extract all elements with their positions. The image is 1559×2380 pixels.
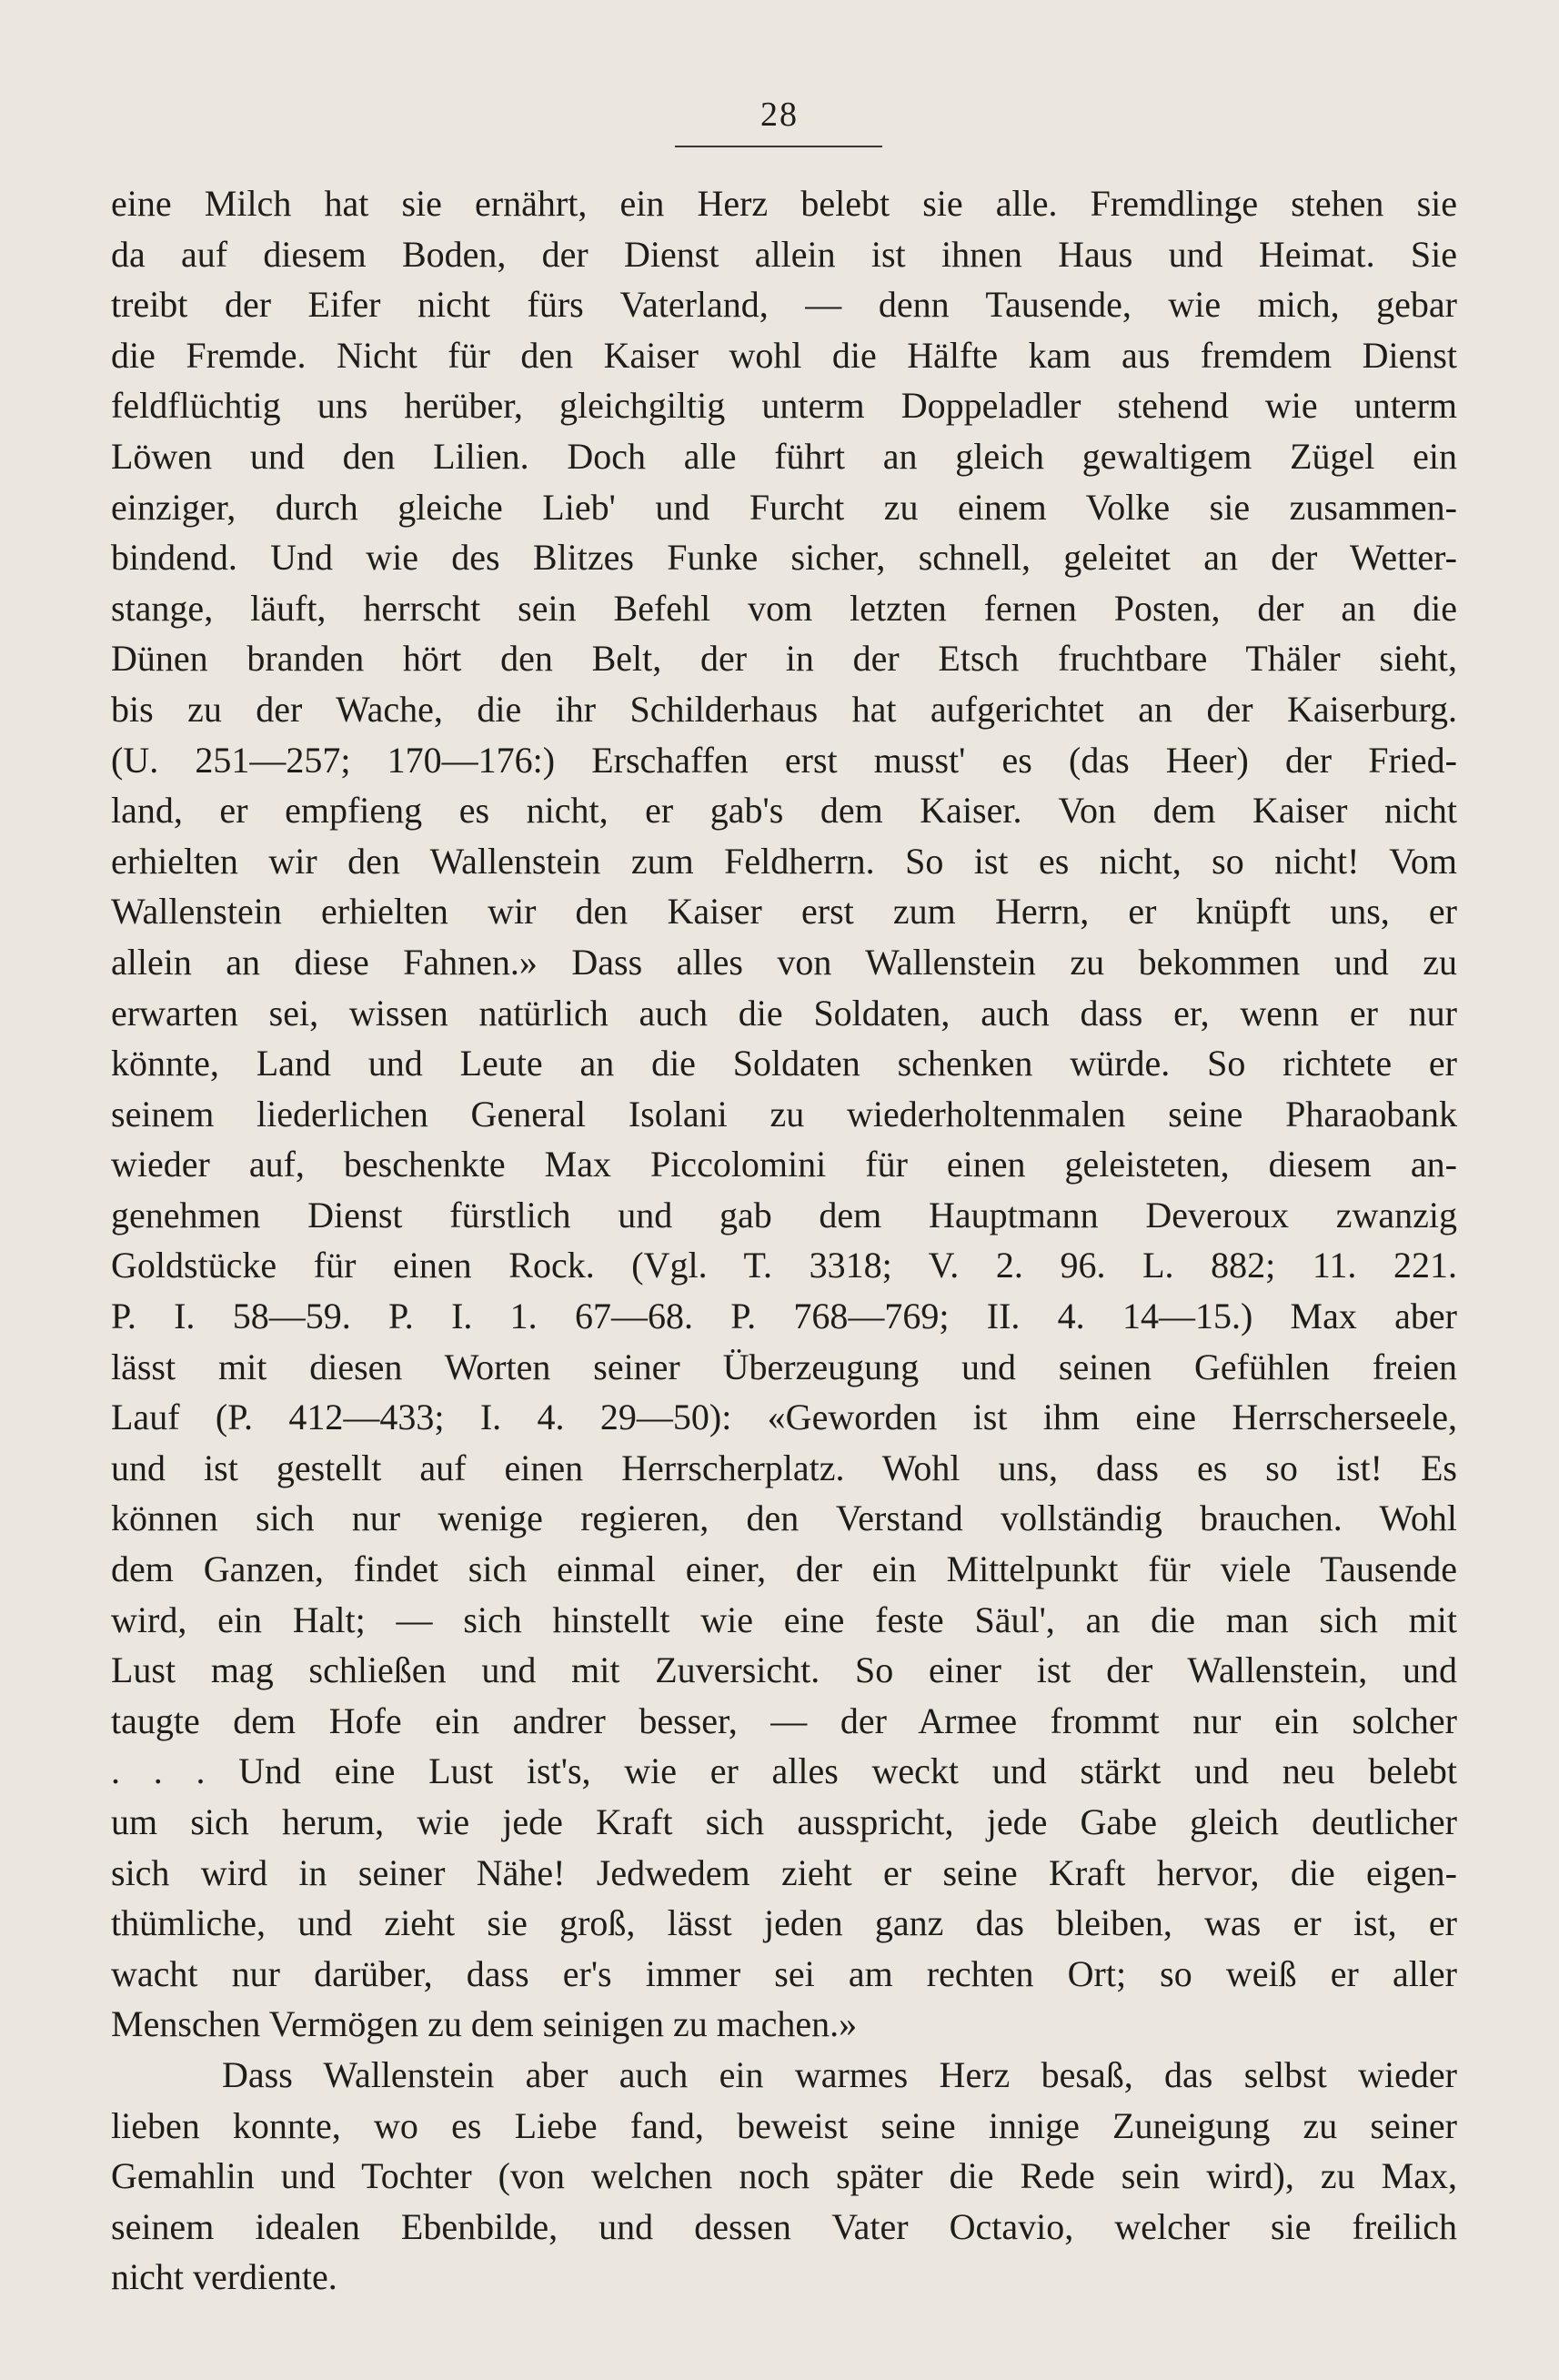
text-line: einziger, durch gleiche Lieb' und Furcht zu einem Volke sie zusammen- xyxy=(111,486,1457,528)
text-line: wieder auf, beschenkte Max Piccolomini für einen geleisteten, diesem an- xyxy=(111,1144,1457,1185)
text-line: . . . Und eine Lust ist's, wie er alles weckt und stärkt und neu belebt xyxy=(111,1750,1457,1792)
text-line: thümliche, und zieht sie groß, lässt jeden ganz das bleiben, was er ist, er xyxy=(111,1902,1457,1944)
text-line: erwarten sei, wissen natürlich auch die Soldaten, auch dass er, wenn er nur xyxy=(111,992,1457,1034)
text-line: Goldstücke für einen Rock. (Vgl. T. 3318; V. 2. 96. L. 882; 11. 221. xyxy=(111,1245,1457,1286)
text-line: bindend. Und wie des Blitzes Funke sicher, schnell, geleitet an der Wetter- xyxy=(111,537,1457,579)
text-line: Wallenstein erhielten wir den Kaiser erst zum Herrn, er knüpft uns, er xyxy=(111,891,1457,933)
text-line: genehmen Dienst fürstlich und gab dem Hauptmann Deveroux zwanzig xyxy=(111,1194,1457,1235)
text-line: stange, läuft, herrscht sein Befehl vom letzten fernen Posten, der an die xyxy=(111,587,1457,629)
text-line: nicht verdiente. xyxy=(111,2256,337,2298)
text-line: taugte dem Hofe ein andrer besser, — der Armee frommt nur ein solcher xyxy=(111,1699,1457,1741)
text-line: erhielten wir den Wallenstein zum Feldherrn. So ist es nicht, so nicht! Vom xyxy=(111,840,1457,882)
text-line: Gemahlin und Tochter (von welchen noch später die Rede sein wird), zu Max, xyxy=(111,2155,1457,2197)
text-line: bis zu der Wache, die ihr Schilderhaus hat aufgerichtet an der Kaiserburg. xyxy=(111,688,1457,730)
text-line: Lust mag schließen und mit Zuversicht. So einer ist der Wallenstein, und xyxy=(111,1649,1457,1691)
text-line: treibt der Eifer nicht fürs Vaterland, — denn Tausende, wie mich, gebar xyxy=(111,284,1457,326)
text-line: (U. 251—257; 170—176:) Erschaffen erst musst' es (das Heer) der Fried- xyxy=(111,739,1457,781)
text-line: Löwen und den Lilien. Doch alle führt an gleich gewaltigem Zügel ein xyxy=(111,435,1457,477)
text-line: sich wird in seiner Nähe! Jedwedem zieht er seine Kraft hervor, die eigen- xyxy=(111,1851,1457,1893)
text-line: P. I. 58—59. P. I. 1. 67—68. P. 768—769; II. 4. 14—15.) Max aber xyxy=(111,1296,1457,1337)
page-number: 28 xyxy=(760,96,799,134)
text-line: Dass Wallenstein aber auch ein warmes Herz besaß, das selbst wieder xyxy=(222,2053,1457,2095)
text-line: können sich nur wenige regieren, den Verstand vollständig brauchen. Wohl xyxy=(111,1498,1457,1539)
text-line: Dünen branden hört den Belt, der in der Etsch fruchtbare Thäler sieht, xyxy=(111,638,1457,680)
text-line: und ist gestellt auf einen Herrscherplatz. Wohl uns, dass es so ist! Es xyxy=(111,1447,1457,1488)
text-line: wacht nur darüber, dass er's immer sei am rechten Ort; so weiß er aller xyxy=(111,1952,1457,1994)
body-text xyxy=(111,178,1457,2303)
text-line: eine Milch hat sie ernährt, ein Herz belebt sie alle. Fremdlinge stehen sie xyxy=(111,183,1457,224)
text-line: Menschen Vermögen zu dem seinigen zu machen.» xyxy=(111,2003,858,2045)
text-line: land, er empfieng es nicht, er gab's dem Kaiser. Von dem Kaiser nicht xyxy=(111,790,1457,832)
text-line: um sich herum, wie jede Kraft sich ausspricht, jede Gabe gleich deutlicher xyxy=(111,1801,1457,1842)
text-line: dem Ganzen, findet sich einmal einer, der ein Mittelpunkt für viele Tausende xyxy=(111,1548,1457,1590)
text-line: seinem liederlichen General Isolani zu wiederholtenmalen seine Pharaobank xyxy=(111,1093,1457,1135)
header-rule xyxy=(675,146,882,147)
text-line: wird, ein Halt; — sich hinstellt wie eine feste Säul', an die man sich mit xyxy=(111,1598,1457,1640)
text-line: da auf diesem Boden, der Dienst allein ist ihnen Haus und Heimat. Sie xyxy=(111,233,1457,275)
text-line: lässt mit diesen Worten seiner Überzeugung und seinen Gefühlen freien xyxy=(111,1346,1457,1387)
text-line: allein an diese Fahnen.» Dass alles von Wallenstein zu bekommen und zu xyxy=(111,941,1457,983)
text-line: Lauf (P. 412—433; I. 4. 29—50): «Geworden ist ihm eine Herrscherseele, xyxy=(111,1397,1457,1438)
text-line: lieben konnte, wo es Liebe fand, beweist seine innige Zuneigung zu seiner xyxy=(111,2104,1457,2146)
text-line: die Fremde. Nicht für den Kaiser wohl die Hälfte kam aus fremdem Dienst xyxy=(111,334,1457,376)
text-line: seinem idealen Ebenbilde, und dessen Vater Octavio, welcher sie freilich xyxy=(111,2205,1457,2247)
text-line: könnte, Land und Leute an die Soldaten schenken würde. So richtete er xyxy=(111,1043,1457,1084)
text-line: feldflüchtig uns herüber, gleichgiltig unterm Doppeladler stehend wie unterm xyxy=(111,385,1457,427)
